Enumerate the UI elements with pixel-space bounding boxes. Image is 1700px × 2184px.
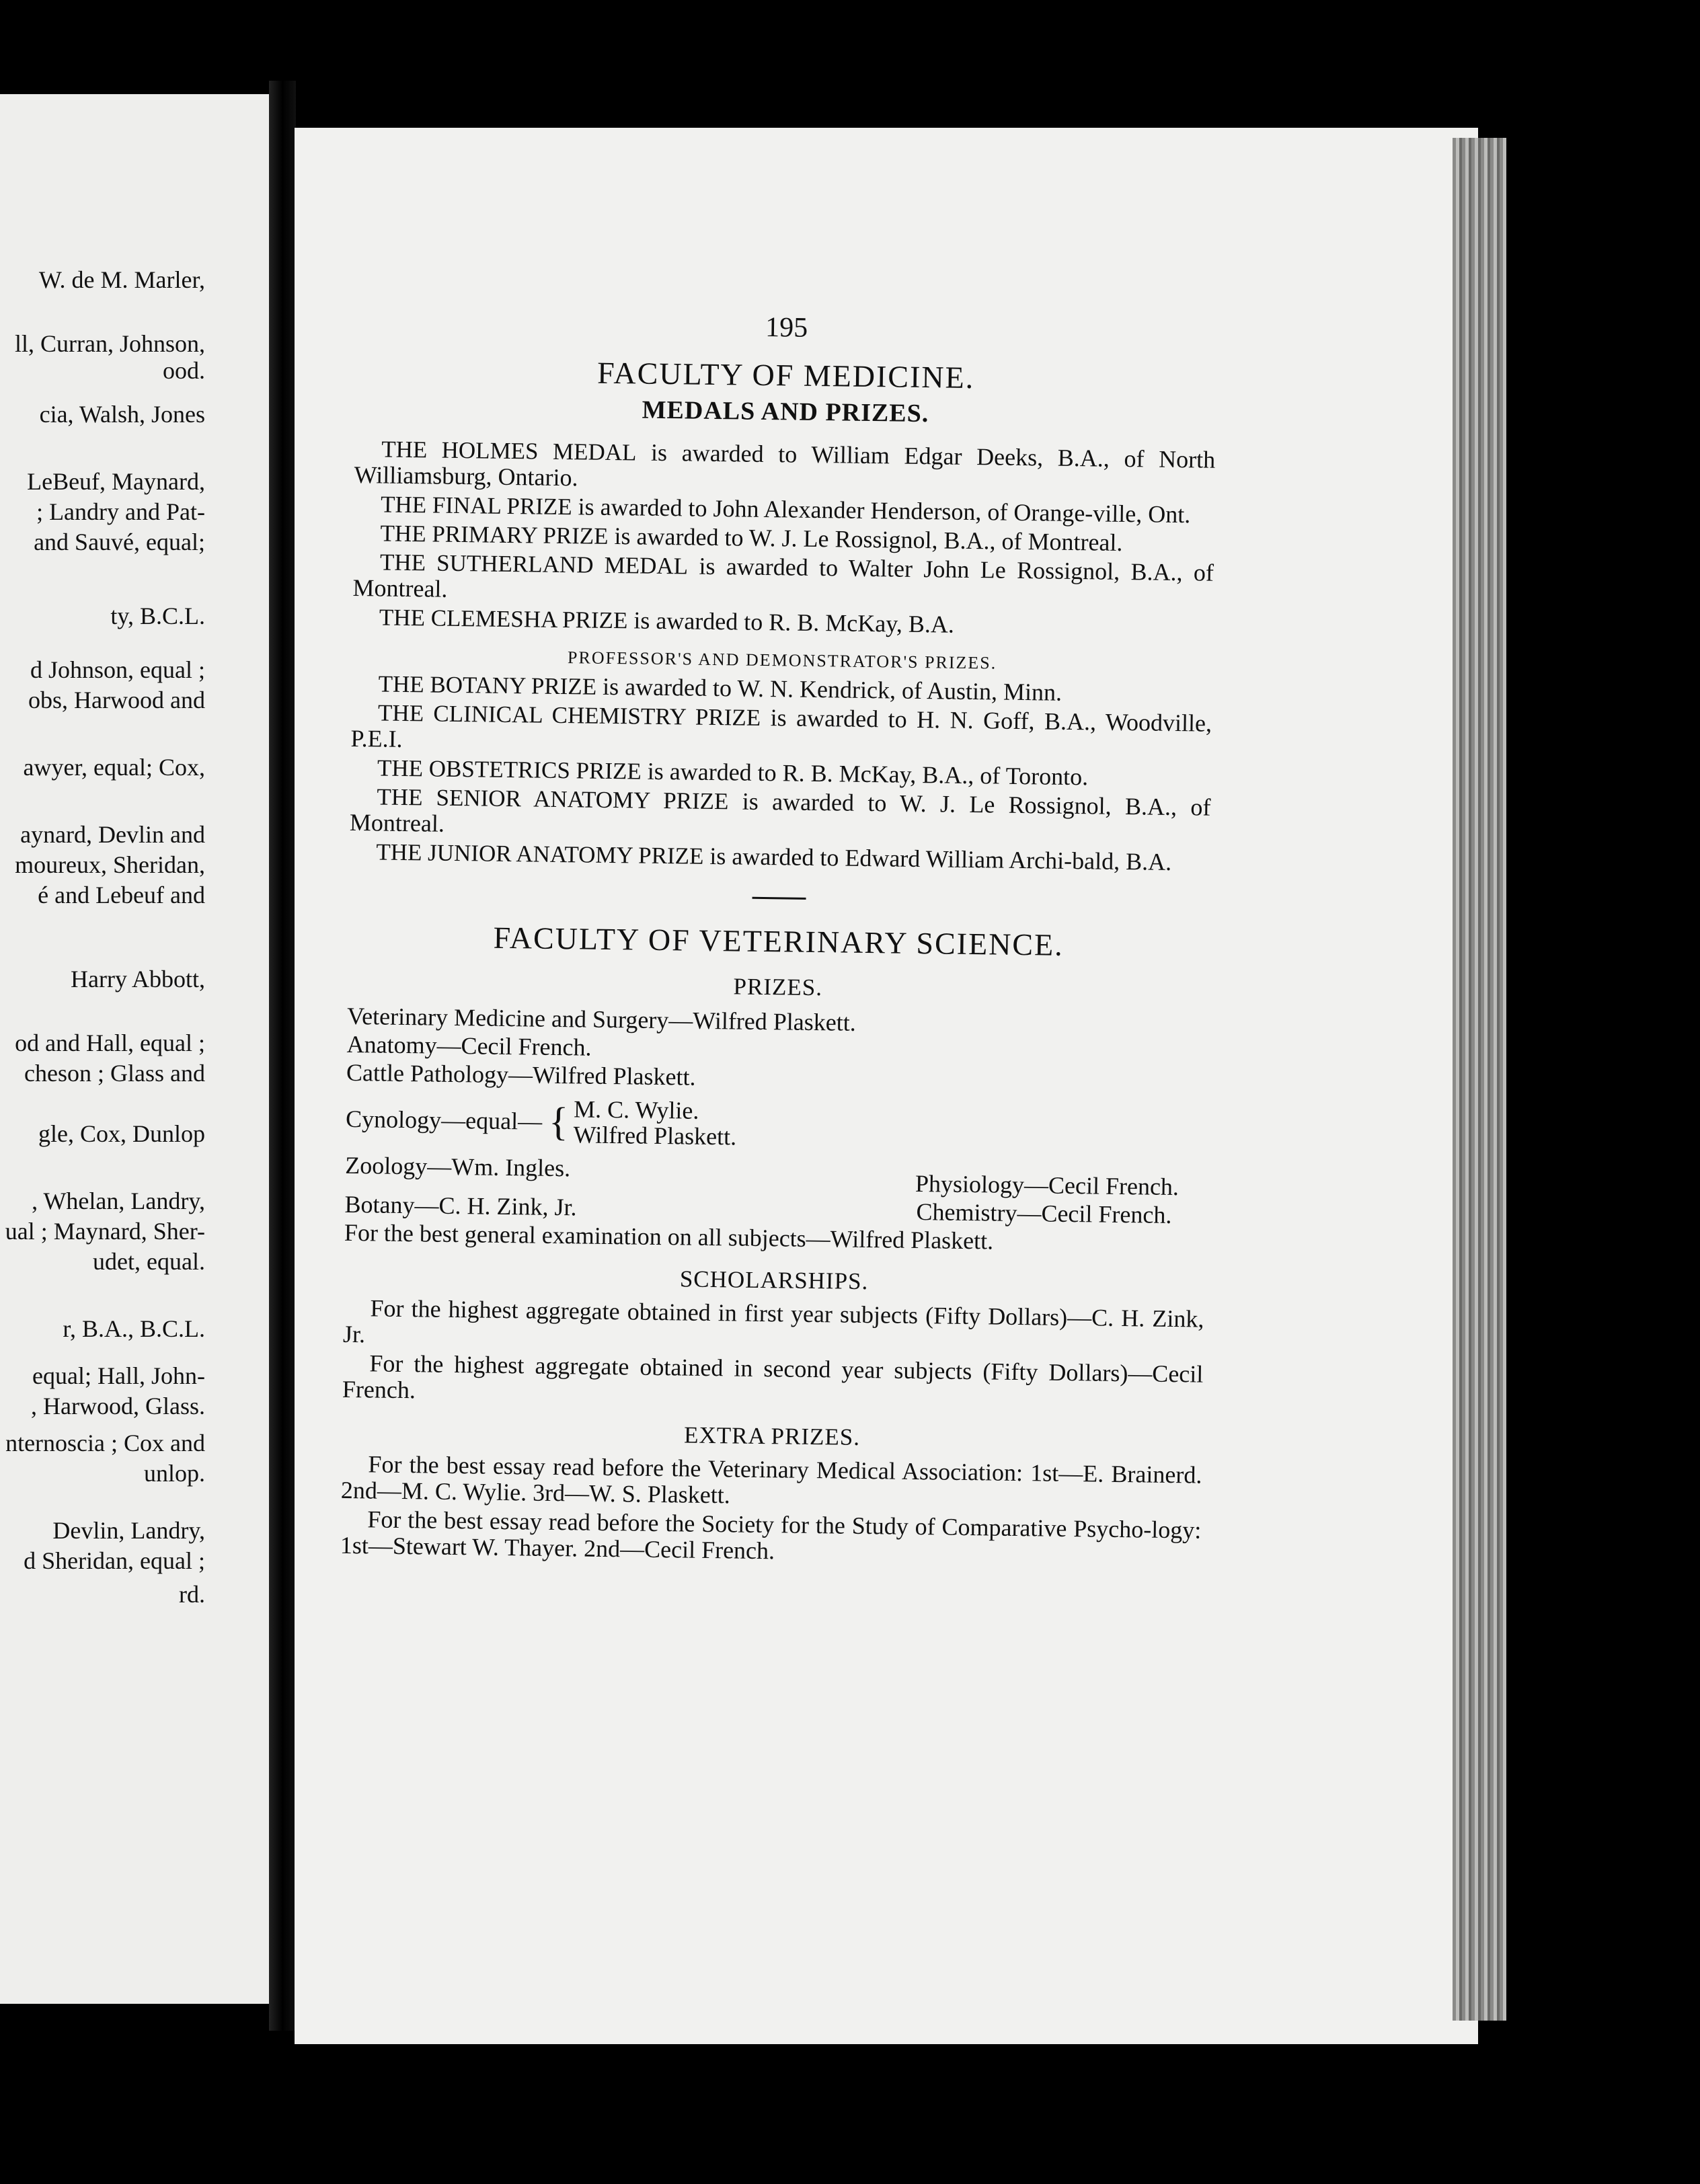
page-edges <box>1453 138 1506 2021</box>
extra-prize-entry: For the best essay read before the Society for the Study of Comparative Psycho-logy: 1st—Stewart W. Thayer. 2nd—Cecil French. <box>340 1506 1202 1565</box>
prize-right: Physiology—Cecil French. <box>915 1169 1180 1201</box>
vet-prize: Cattle Pathology—Wilfred Plaskett. <box>346 1058 696 1091</box>
prize-entry: THE HOLMES MEDAL is awarded to William Edgar Deeks, B.A., of North Williamsburg, Ontario. <box>354 436 1216 492</box>
scholarship-entry: For the highest aggregate obtained in second year subjects (Fifty Dollars)—Cecil French. <box>342 1350 1204 1404</box>
scholarship-entry: For the highest aggregate obtained in first year subjects (Fifty Dollars)—C. H. Zink, Jr. <box>342 1294 1204 1348</box>
prize-left: Zoology—Wm. Ingles. <box>345 1151 571 1182</box>
prize-entry: THE JUNIOR ANATOMY PRIZE is awarded to Edward William Archi-bald, B.A. <box>376 838 1172 875</box>
page-number: 195 <box>765 311 808 344</box>
medals-heading: MEDALS AND PRIZES. <box>642 395 929 428</box>
prize-entry: THE OBSTETRICS PRIZE is awarded to R. B. McKay, B.A., of Toronto. <box>377 754 1089 791</box>
prize-entry: THE SENIOR ANATOMY PRIZE is awarded to W. J. Le Rossignol, B.A., of Montreal. <box>349 783 1211 837</box>
general-prize: For the best general examination on all subjects—Wilfred Plaskett. <box>344 1218 994 1255</box>
page-content <box>340 306 1217 1573</box>
extra-prizes-heading: EXTRA PRIZES. <box>683 1421 861 1450</box>
prize-entry: THE CLINICAL CHEMISTRY PRIZE is awarded to H. N. Goff, B.A., Woodville, P.E.I. <box>350 699 1212 752</box>
demonstrator-heading: PROFESSOR'S AND DEMONSTRATOR'S PRIZES. <box>567 648 997 673</box>
prize-entry: THE SUTHERLAND MEDAL is awarded to Walter John Le Rossignol, B.A., of Montreal. <box>352 549 1214 602</box>
medicine-heading: FACULTY OF MEDICINE. <box>596 355 975 395</box>
prizes-heading: PRIZES. <box>733 973 823 1001</box>
cynology-names <box>573 1096 736 1149</box>
prize-entry: THE FINAL PRIZE is awarded to John Alexander Henderson, of Orange-ville, Ont. <box>380 491 1191 529</box>
book-gutter <box>269 81 296 2031</box>
prize-entry: THE BOTANY PRIZE is awarded to W. N. Kendrick, of Austin, Minn. <box>378 670 1062 706</box>
extra-prize-entry: For the best essay read before the Veterinary Medical Association: 1st—E. Brainerd. 2nd—M. C. Wylie. 3rd—W. S. Plaskett. <box>340 1450 1202 1509</box>
cynology-label: Cynology—equal— <box>345 1105 543 1135</box>
demonstrator-entries <box>349 670 1212 876</box>
vet-prize: Anatomy—Cecil French. <box>346 1030 592 1061</box>
cynology-prize <box>346 1093 1207 1156</box>
cynology-name: Wilfred Plaskett. <box>573 1121 737 1150</box>
prize-entry: THE PRIMARY PRIZE is awarded to W. J. Le Rossignol, B.A., of Montreal. <box>380 520 1123 556</box>
brace-icon: { <box>548 1099 569 1144</box>
cynology-name: M. C. Wylie. <box>573 1095 699 1124</box>
left-facing-page: W. de M. Marler, ll, Curran, Johnson, ood. cia, Walsh, Jones LeBeuf, Maynard, ; Landry and Pat- and Sauvé, equal; ty, B.C.L. d Johnson, equal ; obs, Harwood and awyer, equal; Cox, aynard, Devlin and moureux, Sheridan, é and Lebeuf and Harry Abbott, od and Hall, equal ; cheson ; Glass and gle, Cox, Dunlop , Whelan, Landry, ual ; Maynard, Sher- udet, equal. r, B.A., B.C.L. equal; Hall, John- , Harwood, Glass. nternoscia ; Cox and unlop. Devlin, Landry, d Sheridan, equal ; rd. <box>0 94 269 2004</box>
prize-entry: THE CLEMESHA PRIZE is awarded to R. B. McKay, B.A. <box>379 604 955 638</box>
prize-left: Botany—C. H. Zink, Jr. <box>344 1190 577 1221</box>
veterinary-heading: FACULTY OF VETERINARY SCIENCE. <box>493 920 1064 962</box>
prize-right: Chemistry—Cecil French. <box>916 1198 1172 1228</box>
medicine-entries <box>352 436 1216 641</box>
section-divider <box>752 897 806 900</box>
vet-prize: Veterinary Medicine and Surgery—Wilfred Plaskett. <box>346 1002 857 1036</box>
scholarships-heading: SCHOLARSHIPS. <box>679 1265 869 1295</box>
